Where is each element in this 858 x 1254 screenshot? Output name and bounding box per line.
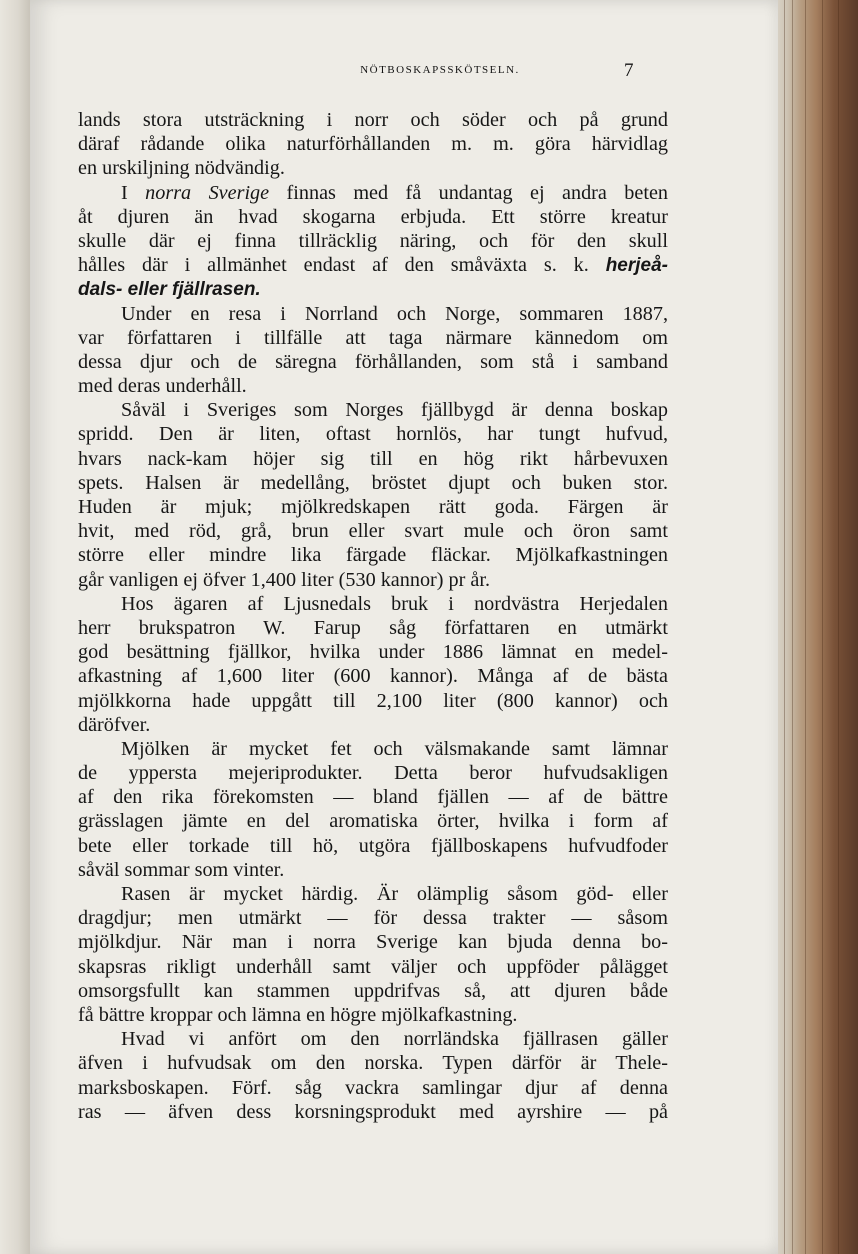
text-line	[78, 930, 668, 954]
text-line	[78, 156, 668, 180]
text-segment: finnas med få undantag ej andra beten	[269, 181, 669, 204]
text-line	[78, 882, 668, 906]
text-line	[78, 350, 668, 374]
text-segment: däraf rådande olika naturförhållanden m. m. göra härvidlag	[78, 133, 668, 156]
text-line	[78, 132, 668, 156]
text-segment: af den rika förekomsten — bland fjällen — af de bättre	[78, 786, 668, 809]
text-line	[78, 229, 668, 253]
text-line	[78, 181, 668, 205]
text-line	[78, 447, 668, 471]
text-line	[78, 664, 668, 688]
text-segment: omsorgsfullt kan stammen uppdrifvas så, att djuren både	[78, 979, 668, 1002]
text-line	[78, 689, 668, 713]
text-line	[78, 326, 668, 350]
running-head: NÖTBOSKAPSSKÖTSELN.	[360, 64, 520, 76]
text-segment: spets. Halsen är medellång, bröstet djupt och buken stor.	[78, 471, 668, 494]
text-segment: skapsras rikligt underhåll samt väljer och uppföder pålägget	[78, 955, 668, 978]
text-line	[78, 809, 668, 833]
text-segment: åt djuren än hvad skogarna erbjuda. Ett större kreatur	[78, 205, 668, 228]
text-segment: Mjölken är mycket fet och välsmakande samt lämnar	[121, 737, 668, 760]
text-segment: I	[121, 181, 146, 204]
text-segment: skulle där ej finna tillräcklig näring, och för den skull	[78, 229, 668, 252]
text-segment: däröfver.	[78, 713, 151, 736]
body-text	[78, 108, 668, 1124]
text-segment: dessa djur och de säregna förhållanden, som stå i samband	[78, 350, 668, 373]
text-line	[78, 1051, 668, 1075]
bold-term: dals- eller fjällrasen.	[78, 279, 261, 301]
text-line	[78, 955, 668, 979]
text-line	[78, 640, 668, 664]
text-segment: med deras underhåll.	[78, 375, 247, 398]
text-line	[78, 422, 668, 446]
text-segment: dragdjur; men utmärkt — för dessa trakter — såsom	[78, 907, 668, 930]
text-line	[78, 858, 668, 882]
text-line	[78, 1100, 668, 1124]
text-line	[78, 713, 668, 737]
text-line	[78, 906, 668, 930]
text-segment: spridd. Den är liten, oftast hornlös, har tungt hufvud,	[78, 423, 668, 446]
text-segment: hvars nack-kam höjer sig till en hög rikt hårbevuxen	[78, 447, 668, 470]
page-number: 7	[624, 60, 634, 81]
text-line	[78, 302, 668, 326]
text-line	[78, 737, 668, 761]
text-segment: god besättning fjällkor, hvilka under 1886 lämnat en medel-	[78, 641, 668, 664]
text-line	[78, 108, 668, 132]
text-line	[78, 471, 668, 495]
text-line	[78, 398, 668, 422]
text-segment: mjölkdjur. När man i norra Sverige kan bjuda denna bo-	[78, 931, 668, 954]
text-segment: ras — äfven dess korsningsprodukt med ayrshire — på	[78, 1100, 668, 1123]
text-line	[78, 592, 668, 616]
text-segment: få bättre kroppar och lämna en högre mjölkafkastning.	[78, 1003, 518, 1026]
text-line	[78, 834, 668, 858]
text-segment: mjölkkorna hade uppgått till 2,100 liter (800 kannor) och	[78, 689, 668, 712]
text-segment: var författaren i tillfälle att taga närmare kännedom om	[78, 326, 668, 349]
text-segment: marksboskapen. Förf. såg vackra samlingar djur af denna	[78, 1076, 668, 1099]
text-segment: hålles där i allmänhet endast af den småväxta s. k.	[78, 254, 606, 277]
text-line	[78, 205, 668, 229]
text-segment: Huden är mjuk; mjölkredskapen rätt goda. Färgen är	[78, 496, 668, 518]
text-line	[78, 1003, 668, 1027]
text-segment: Hvad vi anfört om den norrländska fjällrasen gäller	[121, 1028, 668, 1051]
text-segment: såväl sommar som vinter.	[78, 858, 285, 881]
text-line	[78, 785, 668, 809]
text-segment: Såväl i Sveriges som Norges fjällbygd är denna boskap	[121, 399, 668, 422]
text-segment: afkastning af 1,600 liter (600 kannor). Många af de bästa	[78, 665, 668, 688]
text-line	[78, 1076, 668, 1100]
text-line	[78, 277, 668, 301]
bold-term: herjeå-	[605, 255, 668, 277]
text-segment: bete eller torkade till hö, utgöra fjällboskapens hufvudfoder	[78, 834, 668, 857]
binding-gutter	[0, 0, 30, 1254]
text-line	[78, 519, 668, 543]
text-segment: en urskiljning nödvändig.	[78, 157, 285, 180]
text-line	[78, 568, 668, 592]
text-segment: herr brukspatron W. Farup såg författaren en utmärkt	[78, 616, 668, 639]
text-segment: äfven i hufvudsak om den norska. Typen därför är Thele-	[78, 1052, 668, 1075]
text-segment: går vanligen ej öfver 1,400 liter (530 kannor) pr år.	[78, 568, 491, 591]
text-segment: Hos ägaren af Ljusnedals bruk i nordvästra Herjedalen	[121, 592, 668, 615]
text-segment: hvit, med röd, grå, brun eller svart mule och öron samt	[78, 520, 668, 543]
text-line	[78, 761, 668, 785]
text-line	[78, 495, 668, 519]
text-line	[78, 253, 668, 277]
text-segment: lands stora utsträckning i norr och söder och på grund	[78, 109, 668, 131]
text-line	[78, 543, 668, 567]
text-segment: de yppersta mejeriprodukter. Detta beror hufvudsakligen	[78, 762, 668, 785]
book-fore-edge	[778, 0, 858, 1254]
text-line	[78, 616, 668, 640]
text-segment: grässlagen jämte en del aromatiska örter, hvilka i form af	[78, 810, 668, 833]
italic-term: norra Sverige	[145, 181, 270, 204]
text-segment: Rasen är mycket härdig. Är olämplig såsom göd- eller	[121, 883, 668, 905]
text-line	[78, 1027, 668, 1051]
text-line	[78, 979, 668, 1003]
text-segment: större eller mindre lika färgade fläckar. Mjölkafkastningen	[78, 544, 668, 567]
text-line	[78, 374, 668, 398]
text-segment: Under en resa i Norrland och Norge, sommaren 1887,	[121, 302, 668, 325]
